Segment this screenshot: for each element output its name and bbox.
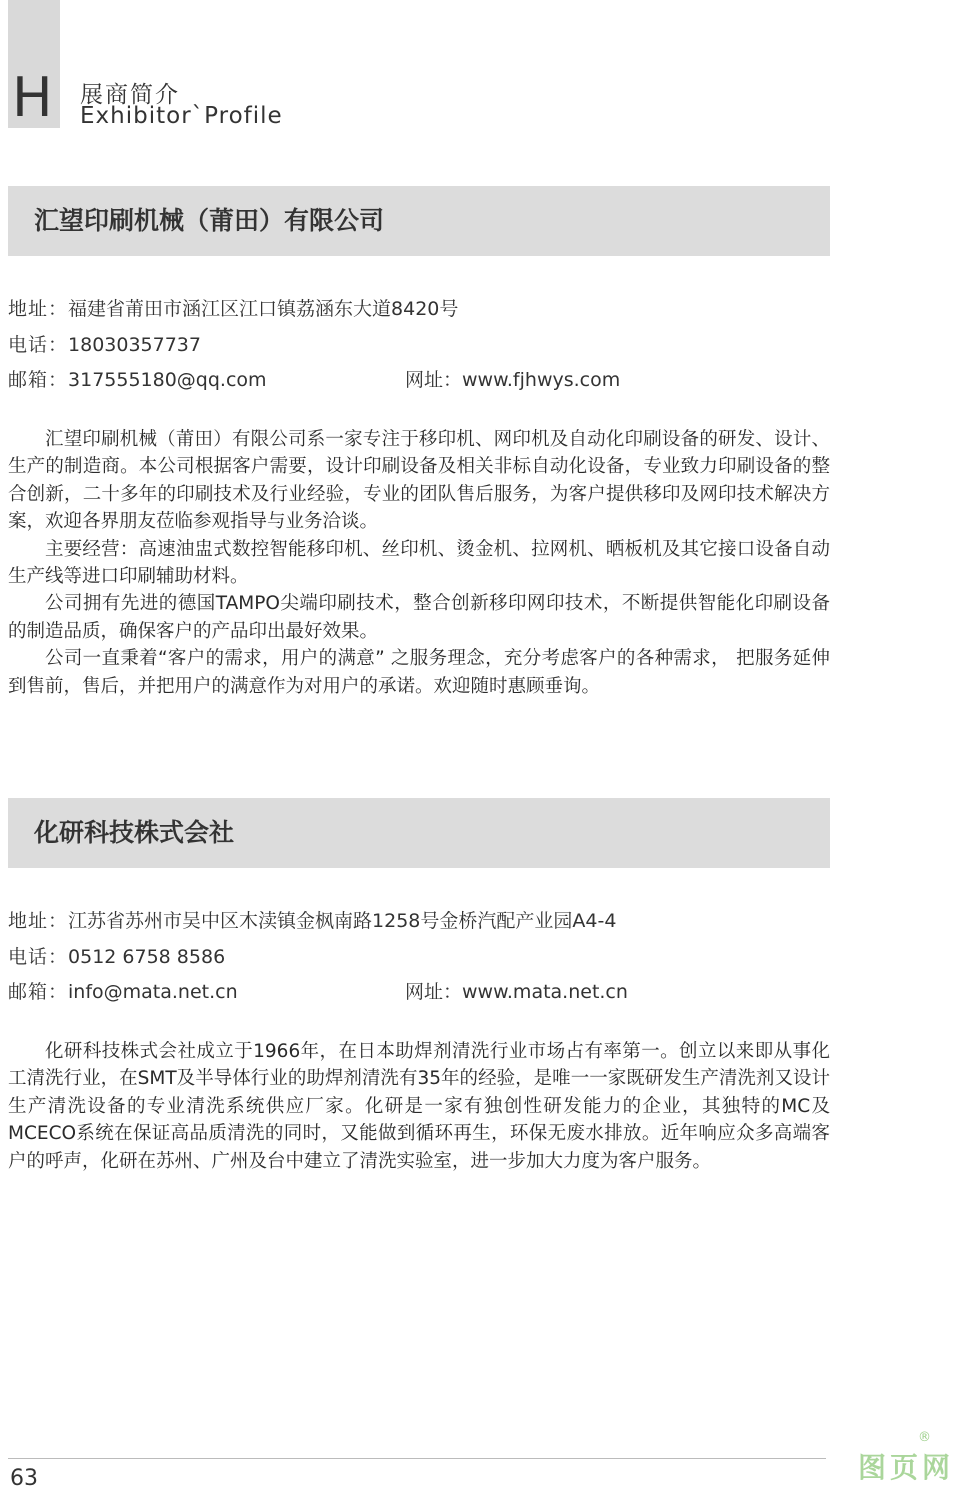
email-value[interactable]: info@mata.net.cn bbox=[68, 981, 238, 1003]
footer-divider bbox=[8, 1458, 826, 1459]
website-label: 网址： bbox=[405, 981, 463, 1003]
exhibitor-description bbox=[8, 1038, 830, 1175]
address-value: 福建省莆田市涵江区江口镇荔涵东大道8420号 bbox=[68, 298, 459, 320]
description-paragraph: 公司一直秉着“客户的需求，用户的满意” 之服务理念，充分考虑客户的各种需求， 把服务延伸到售前，售后，并把用户的满意作为对用户的承诺。欢迎随时惠顾垂询。 bbox=[8, 648, 830, 697]
description-paragraph: 汇望印刷机械（莆田）有限公司系一家专注于移印机、网印机及自动化印刷设备的研发、设计、生产的制造商。本公司根据客户需要，设计印刷设备及相关非标自动化设备，专业致力印刷设备的整合创新，二十多年的印刷技术及行业经验，专业的团队售后服务，为客户提供移印及网印技术解决方案，欢迎各界朋友莅临参观指导与业务洽谈。 bbox=[8, 429, 830, 533]
phone-value: 0512 6758 8586 bbox=[68, 946, 226, 968]
page-number: 63 bbox=[10, 1466, 38, 1491]
header-letter: H bbox=[12, 66, 53, 129]
exhibitor-section bbox=[8, 186, 830, 697]
email-value[interactable]: 317555180@qq.com bbox=[68, 369, 267, 391]
phone-label: 电话： bbox=[8, 334, 69, 356]
header-title-en: Exhibitor`Profile bbox=[80, 103, 283, 129]
description-paragraph: 公司拥有先进的德国TAMPO尖端印刷技术，整合创新移印网印技术，不断提供智能化印刷设备的制造品质，确保客户的产品印出最好效果。 bbox=[8, 593, 830, 642]
website-link[interactable]: www.fjhwys.com bbox=[462, 369, 621, 391]
phone-label: 电话： bbox=[8, 946, 69, 968]
description-paragraph: 化研科技株式会社成立于1966年，在日本助焊剂清洗行业市场占有率第一。创立以来即从事化工清洗行业，在SMT及半导体行业的助焊剂清洗有35年的经验，是唯一一家既研发生产清洗剂又设计生产清洗设备的专业清洗系统供应厂家。化研是一家有独创性研发能力的企业，其独特的MC及MCECO系统在保证高品质清洗的同时，又能做到循环再生，环保无废水排放。近年响应众多高端客户的呼声，化研在苏州、广州及台中建立了清洗实验室，进一步加大力度为客户服务。 bbox=[8, 1041, 830, 1172]
exhibitor-section bbox=[8, 798, 830, 1172]
email-label: 邮箱： bbox=[8, 981, 69, 1003]
phone-row bbox=[8, 330, 201, 357]
address-row bbox=[8, 906, 616, 933]
website-link[interactable]: www.mata.net.cn bbox=[462, 981, 628, 1003]
exhibitor-name: 汇望印刷机械（莆田）有限公司 bbox=[34, 206, 385, 235]
exhibitor-title-bar bbox=[8, 798, 830, 868]
email-row bbox=[8, 365, 267, 392]
registered-mark: ® bbox=[918, 1430, 931, 1445]
website-row bbox=[405, 365, 620, 392]
address-row bbox=[8, 294, 458, 321]
email-row bbox=[8, 977, 238, 1004]
phone-value: 18030357737 bbox=[68, 334, 201, 356]
description-paragraph: 主要经营：高速油盅式数控智能移印机、丝印机、烫金机、拉网机、晒板机及其它接口设备自动生产线等进口印刷辅助材料。 bbox=[8, 538, 830, 588]
website-row bbox=[405, 977, 628, 1004]
address-label: 地址： bbox=[8, 910, 69, 932]
email-label: 邮箱： bbox=[8, 369, 69, 391]
address-value: 江苏省苏州市吴中区木渎镇金枫南路1258号金桥汽配产业园A4-4 bbox=[68, 910, 617, 932]
exhibitor-title-bar bbox=[8, 186, 830, 256]
exhibitor-description bbox=[8, 426, 830, 700]
header-title-cn: 展商简介 bbox=[80, 82, 180, 108]
watermark-logo: 图页网 bbox=[858, 1451, 955, 1484]
website-label: 网址： bbox=[405, 369, 463, 391]
address-label: 地址： bbox=[8, 298, 69, 320]
phone-row bbox=[8, 942, 225, 969]
exhibitor-name: 化研科技株式会社 bbox=[34, 818, 235, 847]
